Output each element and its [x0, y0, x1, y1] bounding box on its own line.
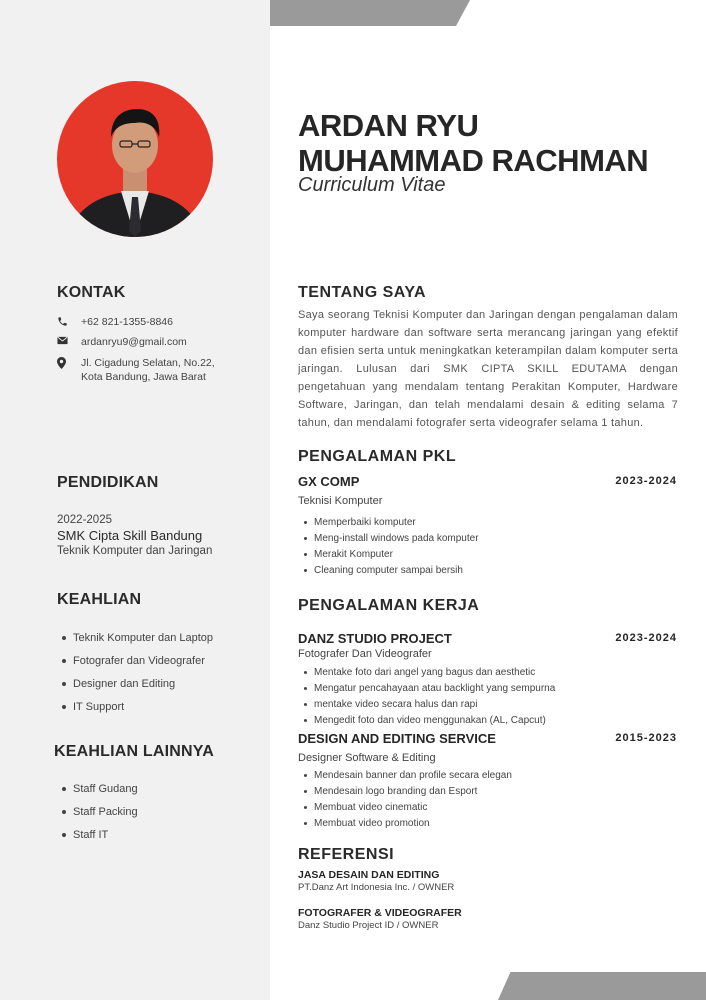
list-item: Mentake foto dari angel yang bagus dan aesthetic [304, 666, 555, 682]
list-item: Staff Gudang [62, 782, 138, 805]
phone-icon [57, 315, 81, 327]
job-company: DANZ STUDIO PROJECT [298, 631, 452, 646]
job-years: 2023-2024 [615, 632, 677, 644]
list-item: Mendesain logo branding dan Esport [304, 785, 512, 801]
bottom-accent-bar [498, 972, 706, 1000]
contact-phone [57, 315, 173, 329]
work-heading: PENGALAMAN KERJA [298, 597, 480, 614]
job-tasks [304, 666, 555, 730]
profile-photo [57, 81, 213, 237]
contact-heading: KONTAK [57, 284, 126, 301]
job-tasks [304, 769, 512, 833]
list-item: Memperbaiki komputer [304, 516, 479, 532]
education-school: SMK Cipta Skill Bandung [57, 528, 203, 543]
list-item: Mendesain banner dan profile secara elegan [304, 769, 512, 785]
education-years: 2022-2025 [57, 514, 112, 526]
references-heading: REFERENSI [298, 846, 395, 863]
name-line-1: ARDAN RYU [298, 108, 479, 143]
email-address: ardanryu9@gmail.com [81, 336, 187, 348]
address-line-2: Kota Bandung, Jawa Barat [81, 371, 206, 383]
internship-company: GX COMP [298, 474, 360, 489]
document-subtitle: Curriculum Vitae [298, 174, 446, 196]
about-text: Saya seorang Teknisi Komputer dan Jaringan dengan pengalaman dalam komputer hardware dan software serta merancang jaringan yang efektif dan efisien serta untuk meningkatkan keterampilan dalam komputer serta jaringan. Lulusan dari SMK CIPTA SKILL EDUTAMA dengan pengetahuan yang mendalam tentang Perakitan Komputer, Hardware Software, Jaringan, dan telah mendalami desain & editing selama 7 tahun, dan mendalami fotografer serta videografer selama 1 tahun. [298, 309, 678, 429]
list-item: Mengedit foto dan video menggunakan (AL, Capcut) [304, 714, 555, 730]
reference-name: FOTOGRAFER & VIDEOGRAFER [298, 907, 462, 919]
contact-email [57, 335, 187, 349]
list-item: IT Support [62, 700, 213, 723]
reference-org: PT.Danz Art Indonesia Inc. / OWNER [298, 882, 455, 893]
other-skills-list [62, 782, 138, 851]
list-item: mentake video secara halus dan rapi [304, 698, 555, 714]
internship-role: Teknisi Komputer [298, 495, 383, 507]
list-item: Mengatur pencahayaan atau backlight yang sempurna [304, 682, 555, 698]
list-item: Staff IT [62, 828, 138, 851]
location-pin-icon [57, 356, 81, 369]
list-item: Meng-install windows pada komputer [304, 532, 479, 548]
name-line-2: MUHAMMAD RACHMAN [298, 143, 649, 178]
list-item: Staff Packing [62, 805, 138, 828]
contact-address [57, 356, 215, 384]
list-item: Teknik Komputer dan Laptop [62, 631, 213, 654]
reference-name: JASA DESAIN DAN EDITING [298, 869, 440, 881]
education-major: Teknik Komputer dan Jaringan [57, 545, 213, 557]
mail-icon [57, 335, 81, 345]
job-company: DESIGN AND EDITING SERVICE [298, 731, 496, 746]
about-heading: TENTANG SAYA [298, 284, 427, 301]
list-item: Membuat video cinematic [304, 801, 512, 817]
job-years: 2015-2023 [615, 732, 677, 744]
reference-org: Danz Studio Project ID / OWNER [298, 920, 439, 931]
job-role: Fotografer Dan Videografer [298, 648, 432, 660]
phone-number: +62 821-1355-8846 [81, 316, 173, 328]
address-line-1: Jl. Cigadung Selatan, No.22, [81, 357, 215, 369]
list-item: Membuat video promotion [304, 817, 512, 833]
other-skills-heading: KEAHLIAN LAINNYA [54, 743, 214, 760]
person-portrait-icon [57, 81, 213, 237]
skills-heading: KEAHLIAN [57, 591, 142, 608]
list-item: Fotografer dan Videografer [62, 654, 213, 677]
skills-list [62, 631, 213, 723]
internship-tasks [304, 516, 479, 580]
list-item: Cleaning computer sampai bersih [304, 564, 479, 580]
top-accent-bar [270, 0, 470, 26]
full-name [298, 108, 648, 178]
job-role: Designer Software & Editing [298, 752, 436, 764]
internship-heading: PENGALAMAN PKL [298, 448, 457, 465]
list-item: Merakit Komputer [304, 548, 479, 564]
address-text [81, 356, 215, 384]
education-heading: PENDIDIKAN [57, 474, 159, 491]
internship-years: 2023-2024 [615, 475, 677, 487]
list-item: Designer dan Editing [62, 677, 213, 700]
